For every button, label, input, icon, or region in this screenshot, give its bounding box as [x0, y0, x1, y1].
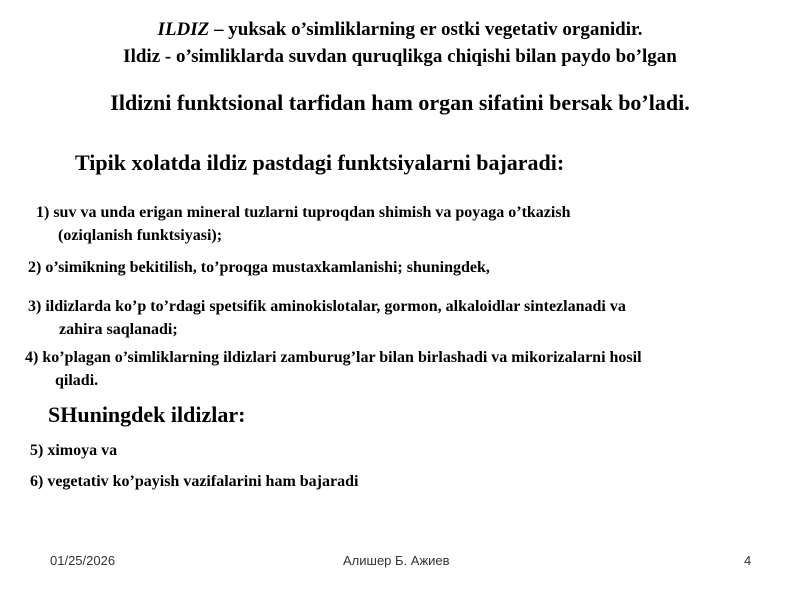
section-title-functions: Tipik xolatda ildiz pastdagi funktsiyalarni bajaradi:	[75, 150, 565, 175]
list-item-4	[25, 346, 642, 392]
list-item-5	[30, 439, 117, 462]
heading-line-1	[0, 19, 800, 41]
heading-line-1-text: – yuksak o’simliklarning er ostki vegetativ organidir.	[209, 19, 643, 40]
list-item-3-line-2: zahira saqlanadi;	[59, 321, 178, 338]
list-item-1-line-1: 1) suv va unda erigan mineral tuzlarni tuproqdan shimish va poyaga o’tkazish	[36, 204, 571, 221]
section-title-also: SHuningdek ildizlar:	[48, 402, 246, 427]
footer-author: Алишер Б. Ажиев	[343, 553, 450, 568]
list-item-6-line-1: 6) vegetativ ko’payish vazifalarini ham bajaradi	[30, 473, 359, 490]
list-item-1-line-2: (oziqlanish funktsiyasi);	[58, 227, 223, 244]
list-item-5-line-1: 5) ximoya va	[30, 442, 118, 459]
heading-term: ILDIZ	[157, 19, 210, 40]
list-item-2-line-1: 2) o’simikning bekitilish, to’proqga mustaxkamlanishi; shuningdek,	[28, 259, 490, 276]
list-item-3-line-1: 3) ildizlarda ko’p to’rdagi spetsifik aminokislotalar, gormon, alkaloidlar sintezlanadi va	[28, 298, 626, 315]
list-item-4-line-1: 4) ko’plagan o’simliklarning ildizlari zamburug’lar bilan birlashadi va mikorizalarni hosil	[25, 349, 642, 366]
footer-date: 01/25/2026	[50, 553, 116, 568]
heading-line-2: Ildiz - o’simliklarda suvdan quruqlikga chiqishi bilan paydo bo’lgan	[123, 46, 677, 67]
list-item-2	[28, 256, 490, 279]
list-item-4-line-2: qiladi.	[55, 372, 99, 389]
footer-page-number: 4	[744, 553, 752, 568]
list-item-1	[36, 201, 570, 247]
list-item-3	[28, 295, 626, 341]
list-item-6	[30, 470, 358, 493]
subtitle: Ildizni funktsional tarfidan ham organ sifatini bersak bo’ladi.	[110, 90, 690, 115]
